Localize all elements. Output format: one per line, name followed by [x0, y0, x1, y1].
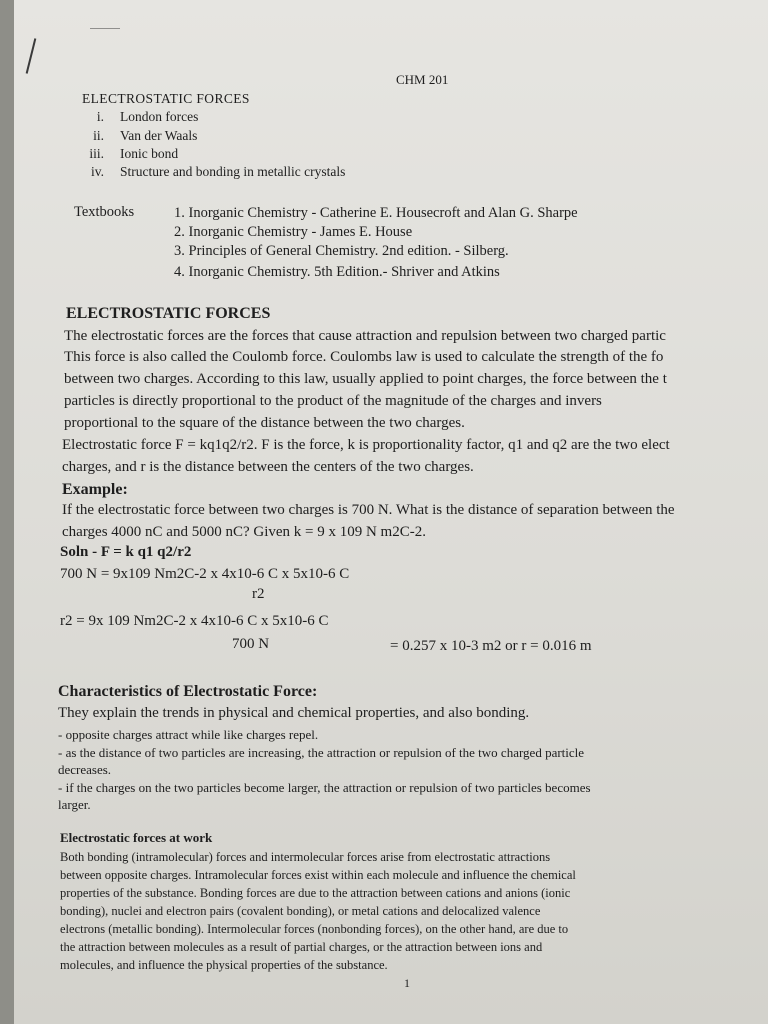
solution-denominator: r2	[252, 586, 265, 602]
paragraph-line: proportional to the square of the distance between the two charges.	[64, 415, 465, 431]
outline-item: iv. Structure and bonding in metallic crystals	[91, 164, 346, 179]
bullet-line: - opposite charges attract while like charges repel.	[58, 727, 319, 742]
example-line: charges 4000 nC and 5000 nC? Given k = 9 x 109 N m2C-2.	[62, 524, 426, 540]
paragraph-line: This force is also called the Coulomb force. Coulombs law is used to calculate the strength of the fo	[64, 349, 664, 365]
solution-result: = 0.257 x 10-3 m2 or r = 0.016 m	[390, 638, 592, 654]
paragraph-line: between opposite charges. Intramolecular forces exist within each molecule and influence the chemical	[60, 868, 576, 882]
example-line: If the electrostatic force between two charges is 700 N. What is the distance of separation between the	[62, 502, 675, 518]
paragraph-line: Electrostatic force F = kq1q2/r2. F is the force, k is proportionality factor, q1 and q2 are the two elect	[62, 437, 670, 453]
section-title: Electrostatic forces at work	[60, 830, 213, 845]
outline-title: ELECTROSTATIC FORCES	[82, 91, 250, 106]
textbook-item: 1. Inorganic Chemistry - Catherine E. Housecroft and Alan G. Sharpe	[174, 205, 578, 221]
solution-step: 700 N = 9x109 Nm2C-2 x 4x10-6 C x 5x10-6 C	[60, 566, 350, 582]
bullet-line: decreases.	[58, 762, 112, 777]
pen-mark	[90, 28, 120, 29]
textbook-item: 3. Principles of General Chemistry. 2nd edition. - Silberg.	[174, 243, 509, 259]
paragraph-line: the attraction between molecules as a result of partial charges, or the attraction between ions and	[60, 940, 543, 954]
paragraph-line: bonding), nuclei and electron pairs (covalent bonding), or metal cations and delocalized valence	[60, 904, 541, 918]
section-title: Characteristics of Electrostatic Force:	[58, 683, 318, 700]
paragraph-line: charges, and r is the distance between the centers of the two charges.	[62, 459, 474, 475]
textbooks-label: Textbooks	[74, 204, 135, 220]
solution-denominator: 700 N	[232, 636, 270, 652]
textbook-item: 2. Inorganic Chemistry - James E. House	[174, 224, 413, 240]
textbook-item: 4. Inorganic Chemistry. 5th Edition.- Shriver and Atkins	[174, 264, 500, 280]
page-number: 1	[404, 976, 410, 990]
solution-line: Soln - F = k q1 q2/r2	[60, 544, 192, 560]
pen-mark	[26, 38, 37, 73]
bullet-line: larger.	[58, 797, 91, 812]
document-page	[14, 0, 768, 1024]
paragraph-line: They explain the trends in physical and chemical properties, and also bonding.	[58, 705, 530, 721]
paragraph-line: between two charges. According to this law, usually applied to point charges, the force between the t	[64, 371, 667, 387]
paragraph-line: molecules, and influence the physical properties of the substance.	[60, 958, 388, 972]
example-title: Example:	[62, 481, 128, 498]
outline-item: i. London forces	[96, 109, 199, 124]
solution-step: r2 = 9x 109 Nm2C-2 x 4x10-6 C x 5x10-6 C	[60, 613, 329, 629]
bullet-line: - if the charges on the two particles become larger, the attraction or repulsion of two particles becomes	[58, 780, 591, 795]
outline-item: ii. Van der Waals	[93, 128, 198, 143]
paragraph-line: electrons (metallic bonding). Intermolecular forces (nonbonding forces), on the other hand, are due to	[60, 922, 569, 936]
paragraph-line: Both bonding (intramolecular) forces and intermolecular forces arise from electrostatic attractions	[60, 850, 551, 864]
bullet-line: - as the distance of two particles are increasing, the attraction or repulsion of the two charged particle	[58, 745, 585, 760]
paragraph-line: The electrostatic forces are the forces that cause attraction and repulsion between two charged partic	[64, 328, 666, 344]
course-code: CHM 201	[396, 72, 449, 87]
paragraph-line: particles is directly proportional to the product of the magnitude of the charges and invers	[64, 393, 602, 409]
section-title: ELECTROSTATIC FORCES	[66, 305, 271, 322]
outline-item: iii. Ionic bond	[89, 146, 179, 161]
paragraph-line: properties of the substance. Bonding forces are due to the attraction between cations and anions (ionic	[60, 886, 571, 900]
